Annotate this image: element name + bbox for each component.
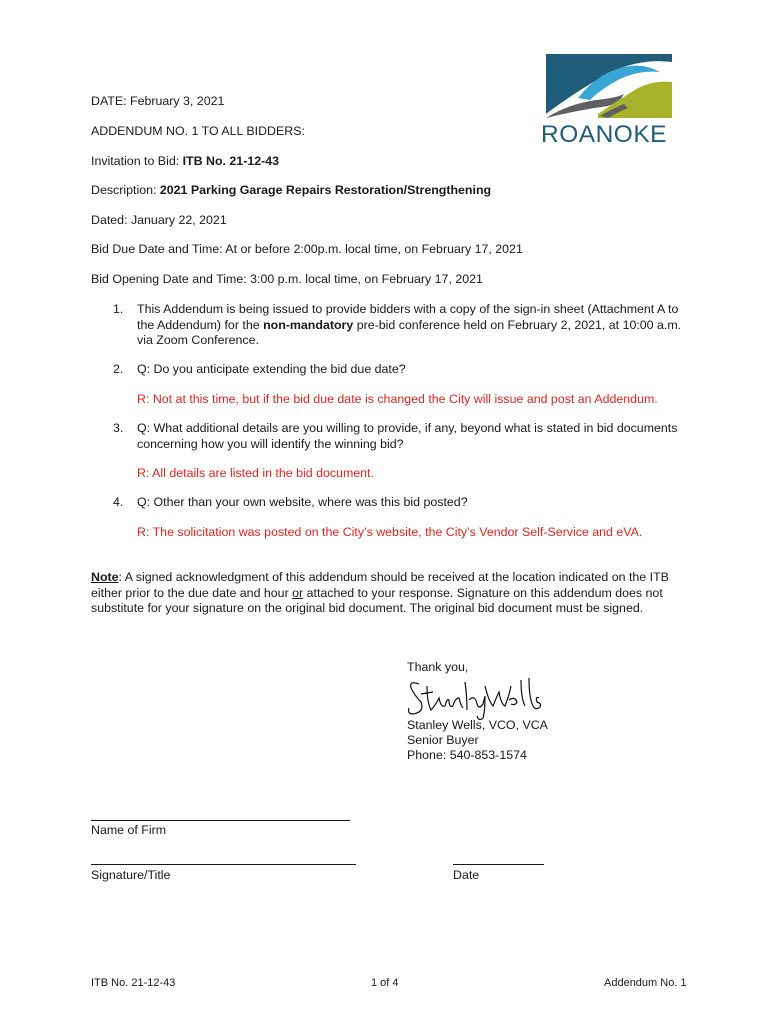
footer-right: Addendum No. 1 — [604, 977, 687, 989]
footer-left: ITB No. 21-12-43 — [91, 977, 176, 989]
itb-line — [91, 154, 279, 168]
description-label: Description: — [91, 183, 160, 197]
item-number: 3. — [113, 421, 124, 435]
date-field-line[interactable] — [453, 864, 544, 865]
item-1-text — [137, 302, 687, 349]
dated-line: Dated: January 22, 2021 — [91, 213, 227, 227]
signature-label: Signature/Title — [91, 868, 171, 882]
item-number: 2. — [113, 362, 124, 376]
item-number: 4. — [113, 495, 124, 509]
note-underlined: or — [292, 585, 304, 600]
item-3-question: Q: What additional details are you willing to provide, if any, beyond what is stated in bid documents concerning how you will identify the winning bid? — [137, 421, 678, 451]
item-2-question: Q: Do you anticipate extending the bid due date? — [137, 362, 406, 376]
item-1-text-bold: non-mandatory — [263, 317, 354, 332]
handwritten-signature — [405, 672, 550, 720]
description-value: 2021 Parking Garage Repairs Restoration/Strengthening — [159, 183, 492, 197]
item-3-response: R: All details are listed in the bid document. — [137, 466, 374, 480]
logo-wordmark: ROANOKE — [541, 121, 668, 148]
footer-page: 1 of 4 — [371, 977, 399, 989]
item-1-text-a: This Addendum is being issued to provide bidders with a copy of the sign-in sheet (Attachment A to the Addendum) for the — [137, 302, 679, 332]
note-text-a: : A signed acknowledgment of this addendum should be received at the location indicated on the ITB either prior to the due date and hour — [91, 570, 669, 600]
note-paragraph — [91, 570, 686, 617]
itb-label: Invitation to Bid: — [91, 154, 183, 168]
thank-you: Thank you, — [407, 660, 469, 674]
date-line: DATE: February 3, 2021 — [91, 94, 225, 108]
description-line — [91, 183, 491, 197]
item-4-question: Q: Other than your own website, where was this bid posted? — [137, 495, 468, 509]
signature-line[interactable] — [91, 864, 356, 865]
firm-line[interactable] — [91, 820, 350, 821]
item-4-response: R: The solicitation was posted on the City’s website, the City’s Vendor Self-Service and eVA. — [137, 525, 643, 539]
item-2-response: R: Not at this time, but if the bid due date is changed the City will issue and post an Addendum. — [137, 392, 658, 406]
note-text-b: attached to your response. Signature on this addendum does not substitute for your signature on the original bid document. The original bid document must be signed. — [91, 585, 663, 615]
signer-name: Stanley Wells, VCO, VCA — [407, 718, 548, 732]
date-label: Date — [453, 868, 480, 882]
addendum-line: ADDENDUM NO. 1 TO ALL BIDDERS: — [91, 124, 305, 138]
bid-due-line: Bid Due Date and Time: At or before 2:00p.m. local time, on February 17, 2021 — [91, 242, 523, 256]
note-label: Note — [91, 570, 119, 584]
itb-value: ITB No. 21-12-43 — [182, 154, 280, 168]
firm-label: Name of Firm — [91, 823, 167, 837]
signer-title: Senior Buyer — [407, 733, 479, 747]
item-number: 1. — [113, 302, 124, 316]
signer-phone: Phone: 540-853-1574 — [407, 748, 527, 762]
bid-opening-line: Bid Opening Date and Time: 3:00 p.m. local time, on February 17, 2021 — [91, 272, 483, 286]
item-1-text-b: pre-bid conference held on February 2, 2021, at 10:00 a.m. via Zoom Conference. — [137, 317, 682, 347]
